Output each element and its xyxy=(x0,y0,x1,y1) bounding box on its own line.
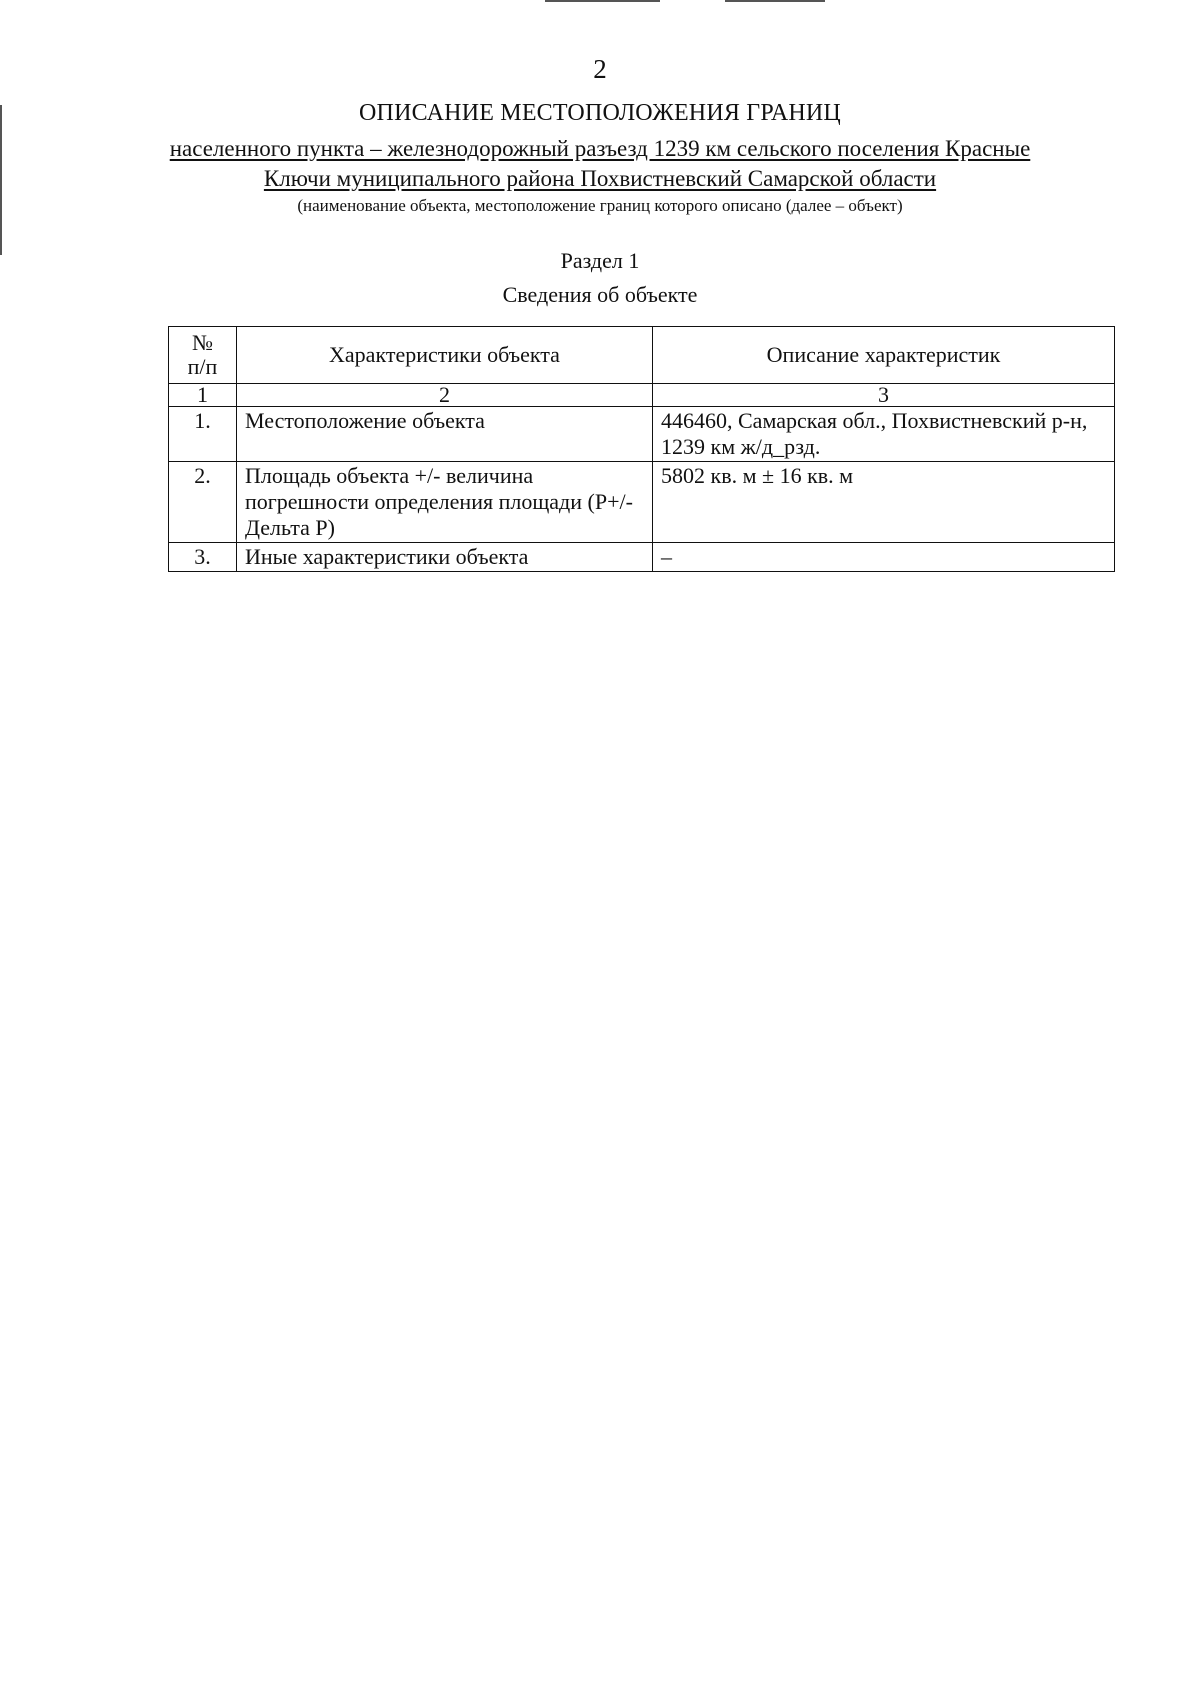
object-name-line2: Ключи муниципального района Похвистневский Самарской области xyxy=(263,166,937,191)
object-caption: (наименование объекта, местоположение границ которого описано (далее – объект) xyxy=(297,196,903,215)
row-description: – xyxy=(653,543,1115,572)
header-number xyxy=(169,327,237,384)
column-number: 2 xyxy=(237,384,653,407)
document-title: ОПИСАНИЕ МЕСТОПОЛОЖЕНИЯ ГРАНИЦ xyxy=(359,100,841,126)
column-number: 3 xyxy=(653,384,1115,407)
object-name xyxy=(140,134,1060,194)
header-number-line2: п/п xyxy=(187,354,218,379)
row-description: 5802 кв. м ± 16 кв. м xyxy=(653,462,1115,543)
row-index: 3. xyxy=(169,543,237,572)
row-characteristic: Иные характеристики объекта xyxy=(237,543,653,572)
row-index: 2. xyxy=(169,462,237,543)
object-info-table xyxy=(168,326,1115,572)
scan-edge-mark-top-left xyxy=(545,0,660,2)
section-title: Сведения об объекте xyxy=(502,282,698,307)
header-number-line1: № xyxy=(192,330,213,355)
scan-edge-mark-top-right xyxy=(725,0,825,2)
row-characteristic: Площадь объекта +/- величина погрешности определения площади (Р+/- Дельта Р) xyxy=(237,462,653,543)
table-row xyxy=(169,407,1115,462)
column-number-row xyxy=(169,384,1115,407)
header-description: Описание характеристик xyxy=(653,327,1115,384)
header-characteristics: Характеристики объекта xyxy=(237,327,653,384)
row-description: 446460, Самарская обл., Похвистневский р-н, 1239 км ж/д_рзд. xyxy=(653,407,1115,462)
page-number: 2 xyxy=(593,54,607,84)
scan-edge-mark-left xyxy=(0,105,2,255)
row-index: 1. xyxy=(169,407,237,462)
table-row xyxy=(169,462,1115,543)
row-characteristic: Местоположение объекта xyxy=(237,407,653,462)
table-row xyxy=(169,543,1115,572)
table-header-row xyxy=(169,327,1115,384)
object-name-line1: населенного пункта – железнодорожный разъезд 1239 км сельского поселения Красные xyxy=(169,136,1031,161)
section-number: Раздел 1 xyxy=(560,248,640,273)
column-number: 1 xyxy=(169,384,237,407)
